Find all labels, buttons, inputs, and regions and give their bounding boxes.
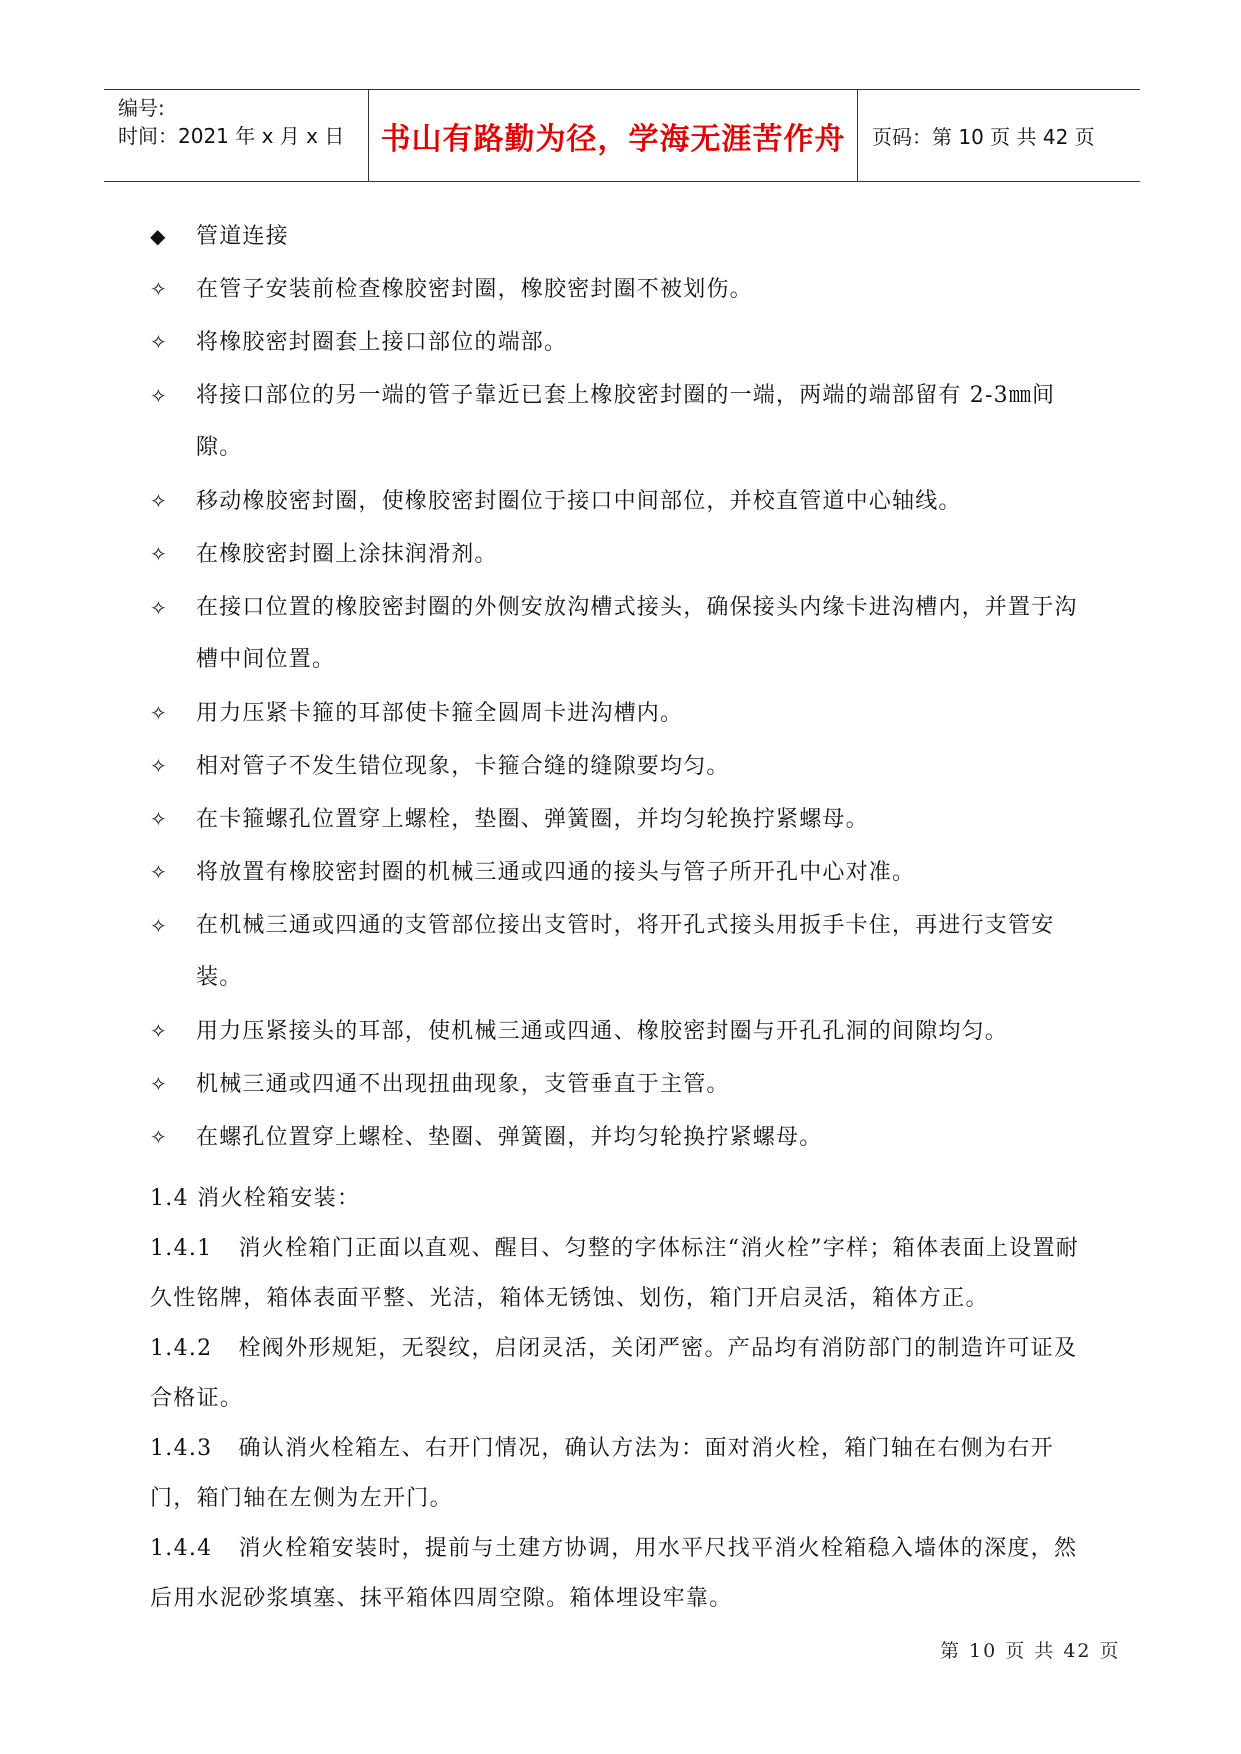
numbered-paragraph	[150, 1224, 1100, 1324]
list-item-text: 在橡胶密封圈上涂抹润滑剂。	[196, 542, 498, 567]
sparkle-bullet-icon: ✧	[150, 1019, 167, 1043]
header-motto: 书山有路勤为径，学海无涯苦作舟	[368, 90, 858, 181]
list-item	[150, 856, 1100, 889]
sparkle-bullet-icon: ✧	[150, 754, 167, 778]
list-item	[150, 1121, 1100, 1154]
list-item-text: 在螺孔位置穿上螺栓、垫圈、弹簧圈，并均匀轮换拧紧螺母。	[196, 1125, 823, 1150]
list-item-text: 将橡胶密封圈套上接口部位的端部。	[196, 330, 568, 355]
list-item	[150, 697, 1100, 730]
list-item	[150, 803, 1100, 836]
numbered-paragraph	[150, 1424, 1100, 1524]
sparkle-bullet-icon: ✧	[150, 542, 167, 566]
list-item-text: 用力压紧接头的耳部，使机械三通或四通、橡胶密封圈与开孔孔洞的间隙均匀。	[196, 1019, 1009, 1044]
header-meta	[104, 90, 368, 181]
sparkle-bullet-icon: ✧	[150, 914, 167, 938]
list-item-text: 在接口位置的橡胶密封圈的外侧安放沟槽式接头，确保接头内缘卡进沟槽内，并置于沟槽中间位置。	[196, 595, 1078, 672]
list-item-text: 在管子安装前检查橡胶密封圈，橡胶密封圈不被划伤。	[196, 277, 753, 302]
paragraph-text: 消火栓箱门正面以直观、醒目、匀整的字体标注“消火栓”字样；箱体表面上设置耐久性铭牌，箱体表面平整、光洁，箱体无锈蚀、划伤，箱门开启灵活，箱体方正。	[150, 1236, 1080, 1311]
header-page-label: 页码：第 10 页 共 42 页	[872, 125, 1095, 149]
section-heading-row	[150, 220, 1100, 253]
paragraph-text: 确认消火栓箱左、右开门情况，确认方法为：面对消火栓，箱门轴在右侧为右开门，箱门轴在左侧为左开门。	[150, 1436, 1054, 1511]
list-item-text: 在机械三通或四通的支管部位接出支管时，将开孔式接头用扳手卡住，再进行支管安装。	[196, 913, 1055, 990]
list-item	[150, 538, 1100, 571]
paragraph-number: 1.4.1	[150, 1236, 213, 1261]
list-item	[150, 1068, 1100, 1101]
list-item	[150, 326, 1100, 359]
list-item	[150, 485, 1100, 518]
section-heading: 管道连接	[196, 224, 289, 249]
list-item-text: 在卡箍螺孔位置穿上螺栓，垫圈、弹簧圈，并均匀轮换拧紧螺母。	[196, 807, 869, 832]
list-item-text: 将接口部位的另一端的管子靠近已套上橡胶密封圈的一端，两端的端部留有 2-3㎜间隙。	[196, 383, 1056, 460]
sparkle-bullet-icon: ✧	[150, 1125, 167, 1149]
paragraph-number: 1.4.2	[150, 1336, 213, 1361]
time-label: 时间：2021 年 x 月 x 日	[118, 124, 345, 148]
numbered-paragraph	[150, 1524, 1100, 1624]
sparkle-bullet-icon: ✧	[150, 384, 167, 408]
list-item	[150, 370, 1100, 474]
list-item	[150, 750, 1100, 783]
serial-label: 编号:	[118, 96, 165, 120]
list-item	[150, 1015, 1100, 1048]
paragraph-text: 栓阀外形规矩，无裂纹，启闭灵活，关闭严密。产品均有消防部门的制造许可证及合格证。	[150, 1336, 1078, 1411]
paragraph-number: 1.4.4	[150, 1536, 213, 1561]
paragraph-number: 1.4.3	[150, 1436, 213, 1461]
sparkle-bullet-icon: ✧	[150, 277, 167, 301]
list-item	[150, 900, 1100, 1004]
diamond-bullet-icon: ◆	[150, 224, 166, 248]
section-title: 1.4 消火栓箱安装：	[150, 1186, 361, 1211]
list-item	[150, 273, 1100, 306]
paragraph-text: 消火栓箱安装时，提前与土建方协调，用水平尺找平消火栓箱稳入墙体的深度，然后用水泥砂浆填塞、抹平箱体四周空隙。箱体埋设牢靠。	[150, 1536, 1078, 1611]
page-header	[104, 89, 1140, 182]
numbered-paragraph	[150, 1324, 1100, 1424]
list-item-text: 相对管子不发生错位现象，卡箍合缝的缝隙要均匀。	[196, 754, 730, 779]
sparkle-bullet-icon: ✧	[150, 860, 167, 884]
list-item-text: 用力压紧卡箍的耳部使卡箍全圆周卡进沟槽内。	[196, 701, 684, 726]
page-footer: 第 10 页 共 42 页	[940, 1640, 1121, 1662]
list-item	[150, 582, 1100, 686]
sparkle-bullet-icon: ✧	[150, 807, 167, 831]
sparkle-bullet-icon: ✧	[150, 330, 167, 354]
document-body	[150, 220, 1100, 1624]
sparkle-bullet-icon: ✧	[150, 1072, 167, 1096]
sparkle-bullet-icon: ✧	[150, 489, 167, 513]
list-item-text: 将放置有橡胶密封圈的机械三通或四通的接头与管子所开孔中心对准。	[196, 860, 916, 885]
list-item-text: 移动橡胶密封圈，使橡胶密封圈位于接口中间部位，并校直管道中心轴线。	[196, 489, 962, 514]
list-item-text: 机械三通或四通不出现扭曲现象，支管垂直于主管。	[196, 1072, 730, 1097]
sparkle-bullet-icon: ✧	[150, 596, 167, 620]
sparkle-bullet-icon: ✧	[150, 701, 167, 725]
